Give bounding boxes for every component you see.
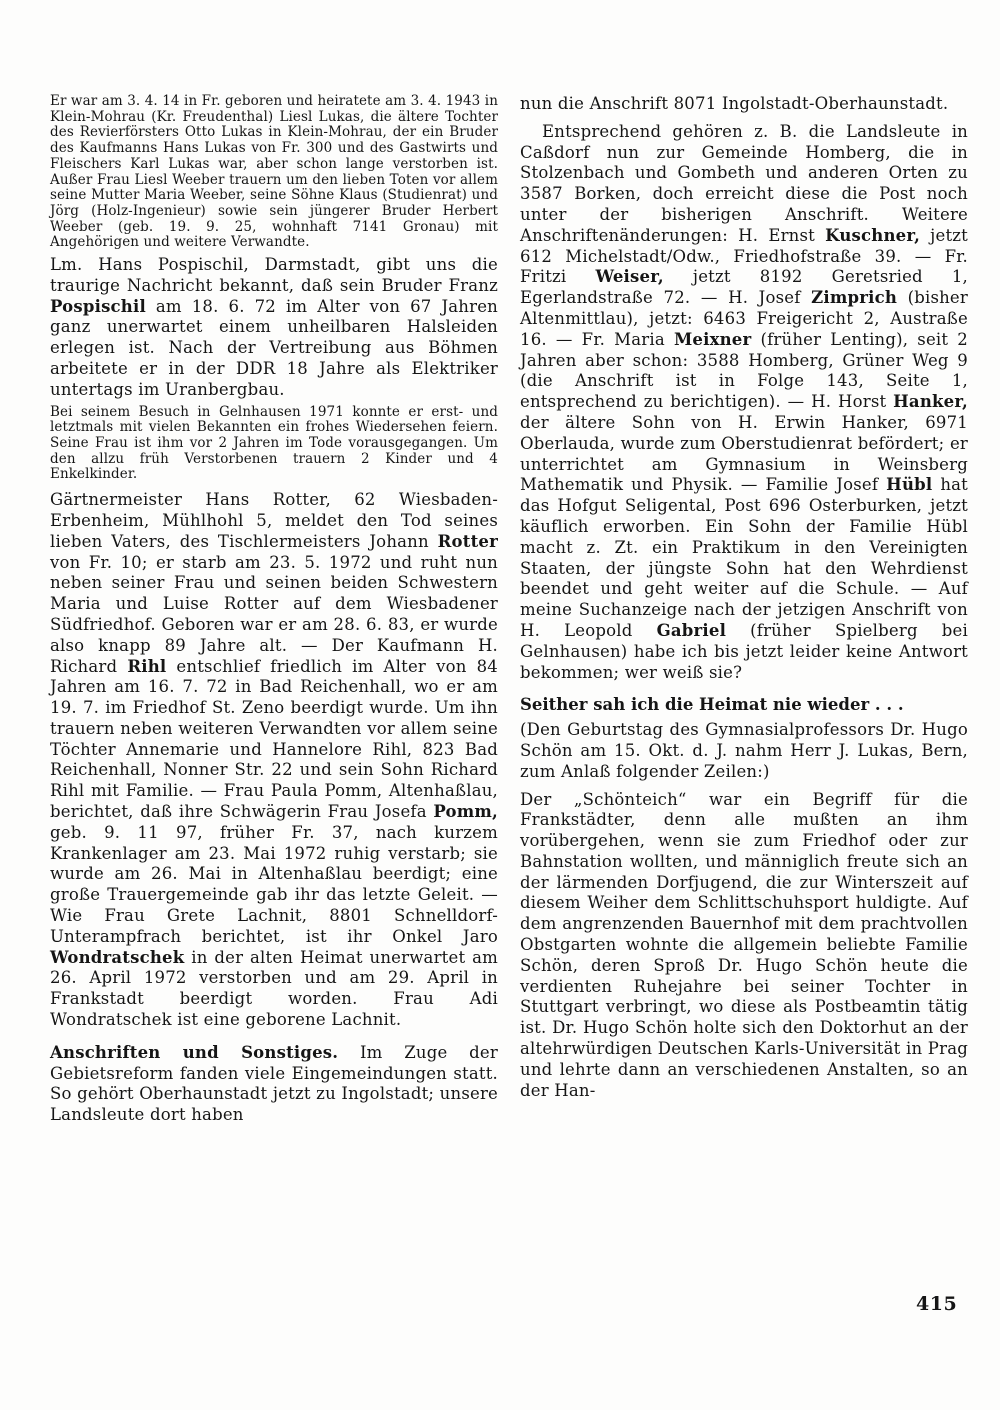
left-column bbox=[50, 94, 498, 1126]
heimat-intro-note: (Den Geburtstag des Gymnasialprofessors Dr. Hugo Schön am 15. Okt. d. J. nahm Herr J. Lukas, Bern, zum Anlaß folgender Zeilen:) bbox=[520, 720, 968, 781]
anschrift-continuation: nun die Anschrift 8071 Ingolstadt-Oberhaunstadt. bbox=[520, 94, 949, 113]
weeber-family-note: Er war am 3. 4. 14 in Fr. geboren und heiratete am 3. 4. 1943 in Klein-Mohrau (Kr. Freudenthal) Liesl Lukas, die ältere Tochter des Revierförsters Otto Lukas in Klein-Mohrau, der ein Bruder des Kaufmanns Hans Lukas von Fr. 300 und des Gastwirts und Fleischers Karl Lukas war, aber schon lange verstorben ist. Außer Frau Liesl Weeber trauern um den lieben Toten vor allem seine Mutter Maria Weeber, seine Söhne Klaus (Studienrat) und Jörg (Holz-Ingenieur) sowie sein jüngerer Bruder Herbert Weeber (geb. 19. 9. 25, wohnhaft 7141 Gronau) mit Angehörigen und weitere Verwandte. bbox=[50, 93, 498, 251]
anschriften-und-sonstiges-section: Anschriften und Sonstiges. Im Zuge der Gebietsreform fanden viele Eingemeindungen statt. So gehört Oberhaunstadt jetzt zu Ingolstadt; unsere Landsleute dort haben bbox=[50, 1042, 498, 1125]
address-changes-paragraph: Entsprechend gehören z. B. die Landsleute in Caßdorf nun zur Gemeinde Homberg, die in Stolzenbach und Gombeth und anderen Orten zu 3587 Borken, doch erreicht diese die Post noch unter der bisherigen Anschrift. Weitere Anschriftenänderungen: H. Ernst Kuschner, jetzt 612 Michelstadt/Odw., Friedhofstraße 39. — Fr. Fritzi Weiser, jetzt 8192 Geretsried 1, Egerlandstraße 72. — H. Josef Zimprich (bisher Altenmittlau), jetzt: 6463 Freigericht 2, Austraße 16. — Fr. Maria Meixner (früher Lenting), seit 2 Jahren aber schon: 3588 Homberg, Grüner Weg 9 (die Anschrift ist in Folge 143, Seite 1, entsprechend zu berichtigen). — H. Horst Hanker, der ältere Sohn von H. Erwin Hanker, 6971 Oberlauda, wurde zum Oberstudienrat befördert; er unterrichtet am Gymnasium in Weinsberg Mathematik und Physik. — Familie Josef Hübl hat das Hofgut Seligental, Post 696 Osterburken, jetzt käuflich erworben. Ein Sohn der Familie Hübl macht z. Zt. ein Praktikum in den Vereinigten Staaten, der jüngste Sohn hat den Wehrdienst beendet und geht weiter auf die Schule. — Auf meine Suchanzeige nach der jetzigen Anschrift von H. Leopold Gabriel (früher Spielberg bei Gelnhausen) habe ich bis jetzt leider keine Antwort bekommen; wer weiß sie? bbox=[520, 121, 969, 682]
heimat-section-heading: Seither sah ich die Heimat nie wieder . . . bbox=[520, 695, 904, 715]
page-number: 415 bbox=[916, 1293, 958, 1315]
pospischil-obituary: Lm. Hans Pospischil, Darmstadt, gibt uns die traurige Nachricht bekannt, daß sein Bruder Franz Pospischil am 18. 6. 72 im Alter von 67 Jahren ganz unerwartet einem unheilbaren Halsleiden erlegen ist. Nach der Vertreibung aus Böhmen arbeitete er in der DDR 18 Jahre als Elektriker untertags im Uranbergbau. bbox=[50, 255, 498, 399]
gelnhausen-visit-note: Bei seinem Besuch in Gelnhausen 1971 konnte er erst- und letztmals mit vielen Bekannten ein frohes Wiedersehen feiern. Seine Frau ist ihm vor 2 Jahren im Tode vorausgegangen. Um den allzu früh Verstorbenen trauern 2 Kinder und 4 Enkelkinder. bbox=[50, 403, 498, 483]
right-column bbox=[520, 94, 968, 1126]
schoenteich-story: Der „Schönteich“ war ein Begriff für die Frankstädter, denn alle mußten an ihm vorübergehen, wenn sie zum Friedhof oder zur Bahnstation wollten, und männiglich freute sich an der lärmenden Dorfjugend, die zur Winterszeit auf diesem Weiher dem Schlittschuhsport huldigte. Auf dem angrenzenden Bauernhof mit dem prachtvollen Obstgarten wohnte die allgemein beliebte Familie Schön, deren Sproß Dr. Hugo Schön heute die verdienten Ruhejahre bei seiner Tochter in Stuttgart verbringt, wo diese als Postbeamtin tätig ist. Dr. Hugo Schön holte sich den Doktorhut an der altehrwürdigen Deutschen Karls-Universität in Prag und lehrte dann an verschiedenen Anstalten, so an der Han- bbox=[520, 789, 968, 1100]
rotter-rihl-pomm-wondratschek-obituaries: Gärtnermeister Hans Rotter, 62 Wiesbaden-Erbenheim, Mühlhohl 5, meldet den Tod seines lieben Vaters, des Tischlermeisters Johann Rotter von Fr. 10; er starb am 23. 5. 1972 und ruht nun neben seiner Frau und seinen beiden Schwestern Maria und Luise Rotter auf dem Wiesbadener Südfriedhof. Geboren war er am 28. 6. 83, er wurde also knapp 89 Jahre alt. — Der Kaufmann H. Richard Rihl entschlief friedlich im Alter von 84 Jahren am 16. 7. 72 in Bad Reichenhall, wo er am 19. 7. im Friedhof St. Zeno beerdigt wurde. Um ihn trauern neben weiteren Verwandten vor allem seine Töchter Annemarie und Hannelore Rihl, 823 Bad Reichenhall, Nonner Str. 22 und sein Sohn Richard Rihl mit Familie. — Frau Paula Pomm, Altenhaßlau, berichtet, daß ihre Schwägerin Frau Josefa Pomm, geb. 9. 11 97, früher Fr. 37, nach kurzem Krankenlager am 23. Mai 1972 ruhig verstarb; sie wurde am 26. Mai in Altenhaßlau beerdigt; eine große Trauergemeinde gab ihr das letzte Geleit. — Wie Frau Grete Lachnit, 8801 Schnelldorf-Unterampfrach berichtet, ist ihr Onkel Jaro Wondratschek in der alten Heimat unerwartet am 26. April 1972 verstorben und am 29. April in Frankstadt beerdigt worden. Frau Adi Wondratschek ist eine geborene Lachnit. bbox=[50, 490, 499, 1030]
